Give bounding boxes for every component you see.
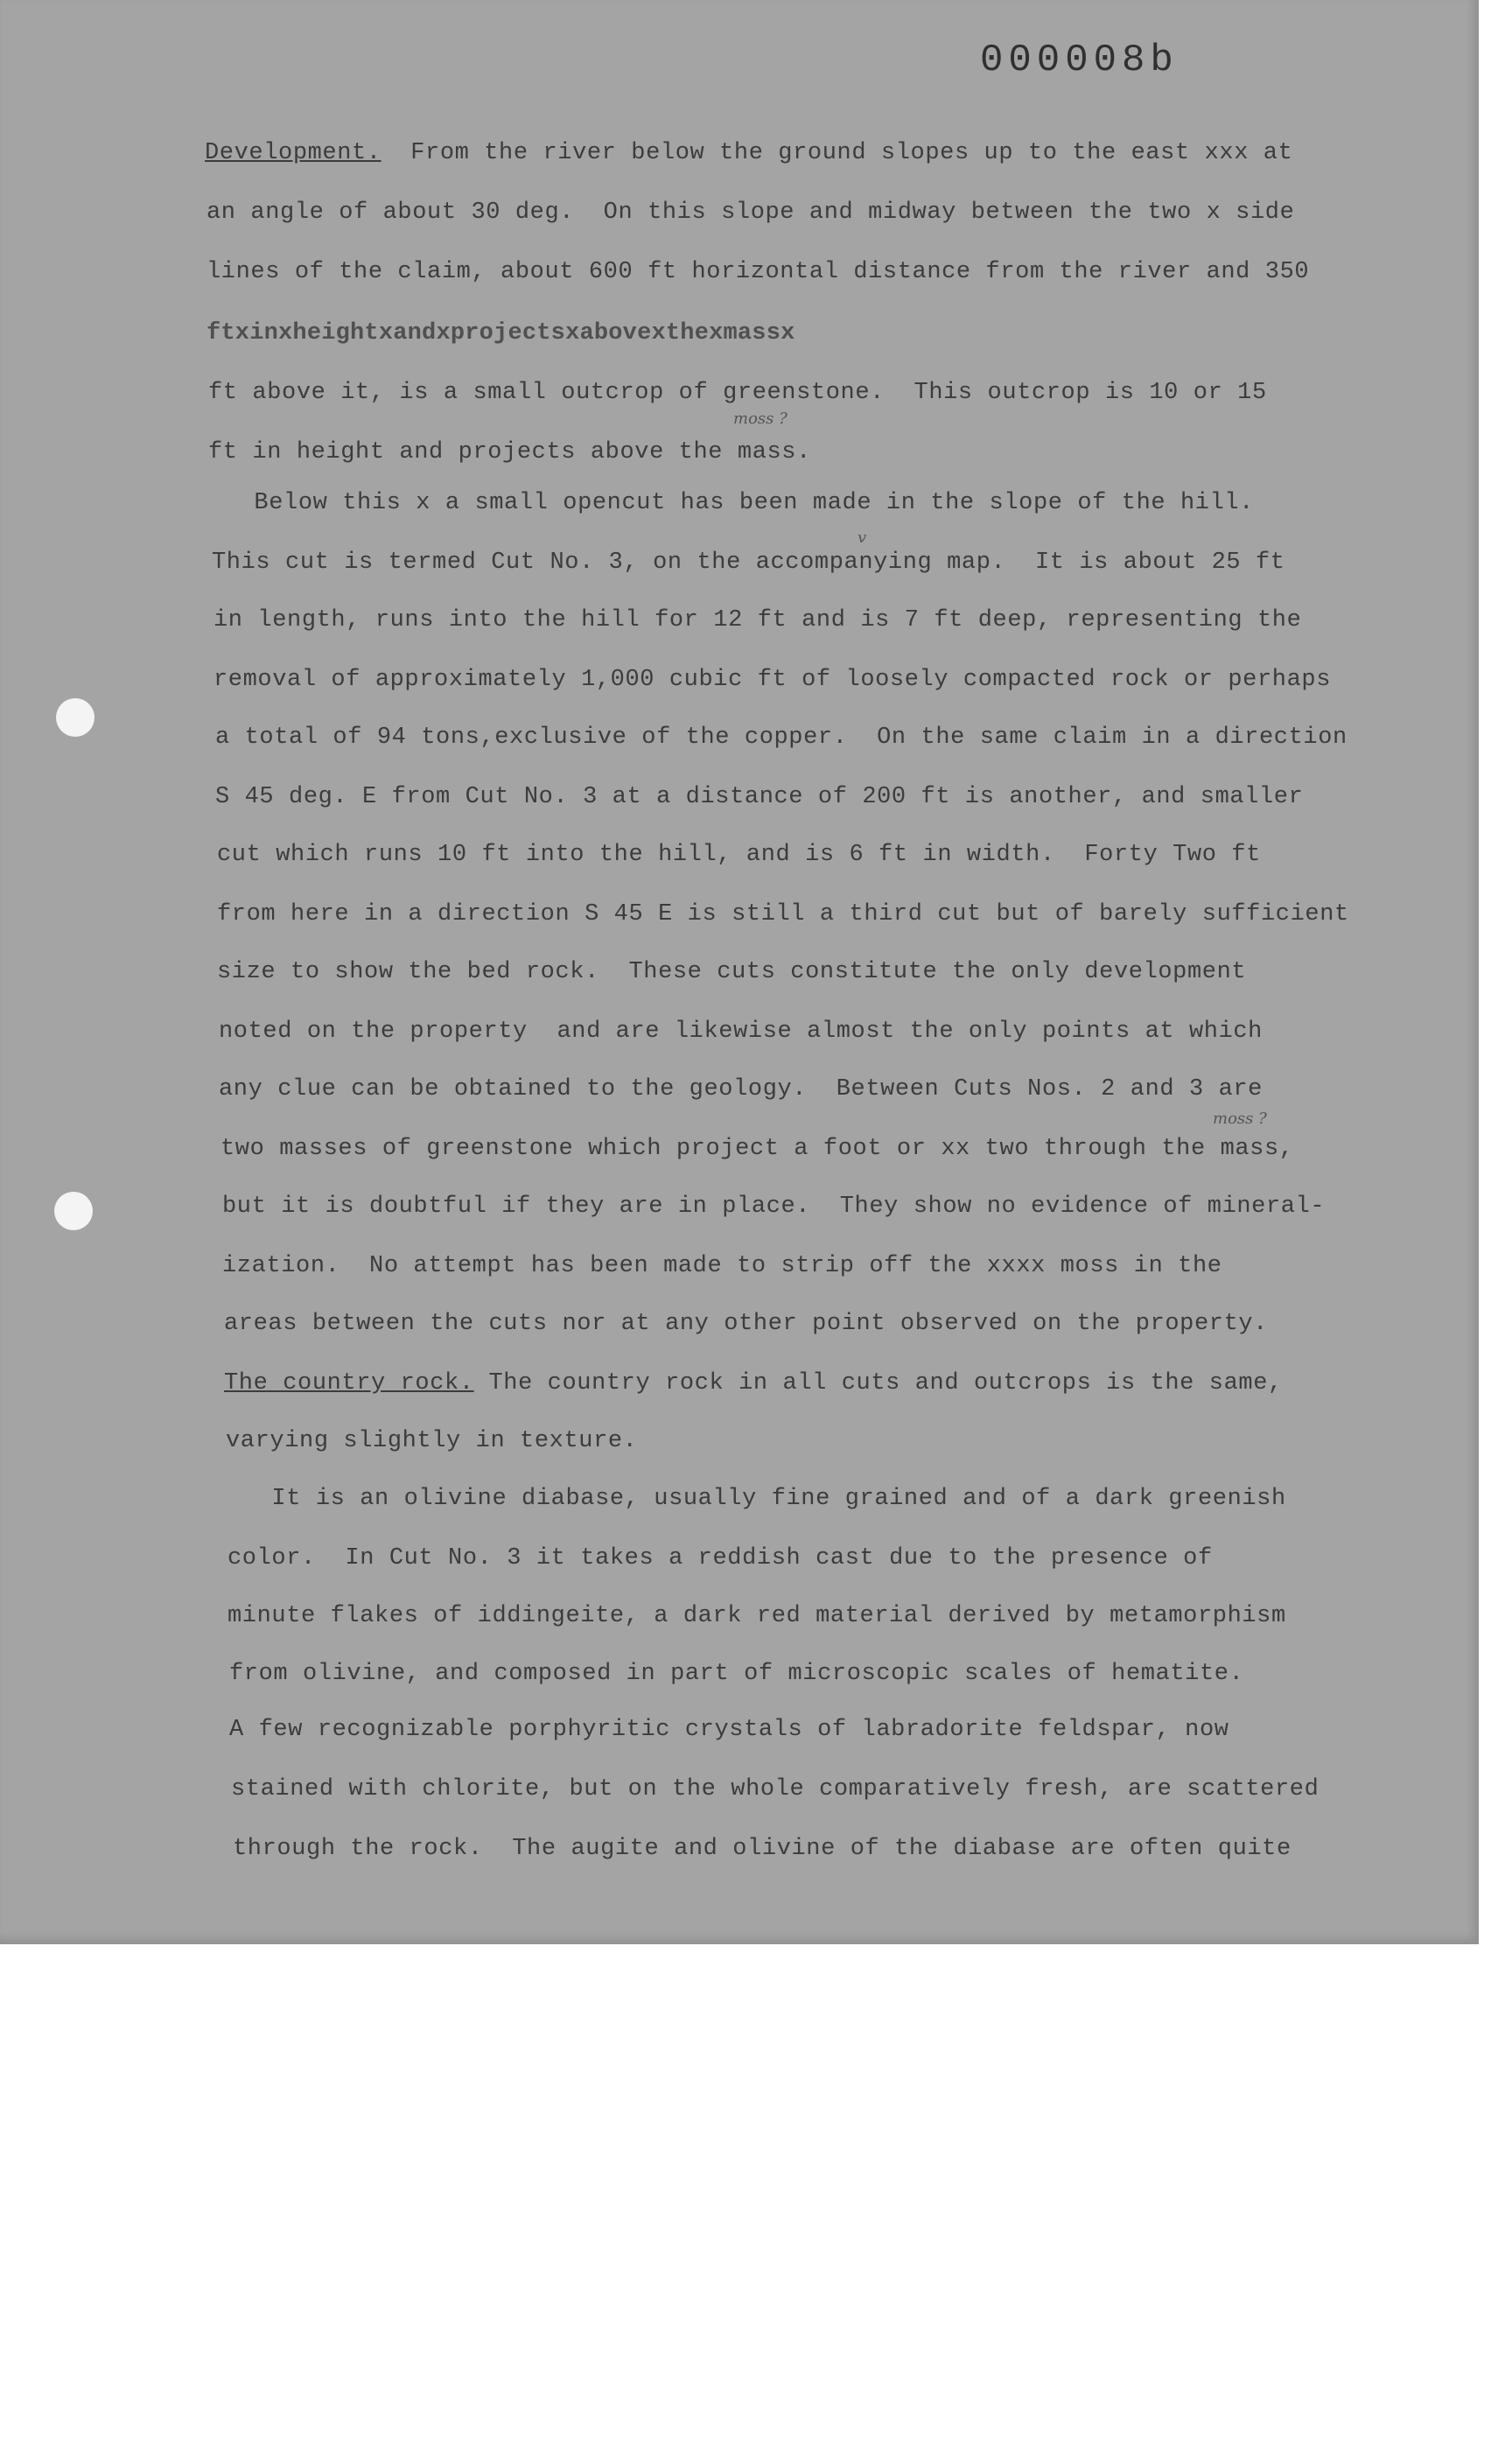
text-line: lines of the claim, about 600 ft horizontal distance from the river and 350 [206, 259, 1310, 285]
text-line: an angle of about 30 deg. On this slope and midway between the two x side [206, 200, 1295, 226]
struck-through-line: ftxinxheightxandxprojectsxabovexthexmassx [206, 320, 795, 346]
text-line: any clue can be obtained to the geology. Between Cuts Nos. 2 and 3 are [219, 1076, 1263, 1102]
handwritten-note: moss ? [1213, 1110, 1267, 1128]
text-line: areas between the cuts nor at any other point observed on the property. [224, 1311, 1268, 1337]
document-number: 000008b [980, 38, 1179, 82]
section-heading-development: Development. [205, 140, 382, 166]
text-line: color. In Cut No. 3 it takes a reddish cast due to the presence of [228, 1545, 1213, 1572]
text-line: from olivine, and composed in part of microscopic scales of hematite. [229, 1661, 1244, 1687]
text-line: A few recognizable porphyritic crystals of labradorite feldspar, now [229, 1717, 1229, 1743]
binder-hole-bottom [54, 1192, 93, 1230]
text-line: minute flakes of iddingeite, a dark red material derived by metamorphism [228, 1603, 1286, 1629]
text-line: varying slightly in texture. [226, 1428, 638, 1454]
handwritten-note: v [858, 528, 867, 547]
text-line: Development. From the river below the ground slopes up to the east xxx at [205, 140, 1293, 166]
text-line: ft above it, is a small outcrop of greenstone. This outcrop is 10 or 15 [208, 380, 1267, 406]
text-line: through the rock. The augite and olivine of the diabase are often quite [233, 1836, 1292, 1862]
text-line: in length, runs into the hill for 12 ft and is 7 ft deep, representing the [214, 607, 1302, 634]
text-line: size to show the bed rock. These cuts constitute the only development [217, 959, 1247, 985]
text-line: cut which runs 10 ft into the hill, and is 6 ft in width. Forty Two ft [217, 842, 1261, 868]
text-line: This cut is termed Cut No. 3, on the accompanying map. It is about 25 ft [212, 550, 1285, 576]
binder-hole-top [56, 698, 94, 737]
text-line: but it is doubtful if they are in place. They show no evidence of mineral- [222, 1194, 1326, 1220]
text-line: from here in a direction S 45 E is still a third cut but of barely sufficient [217, 901, 1349, 928]
text-line: two masses of greenstone which project a foot or xx two through the mass, [220, 1136, 1294, 1162]
text-line: It is an olivine diabase, usually fine grained and of a dark greenish [228, 1486, 1286, 1512]
text-line: ft in height and projects above the mass. [208, 439, 811, 466]
text-line: a total of 94 tons,exclusive of the copper. On the same claim in a direction [215, 724, 1348, 751]
text-line: Below this x a small opencut has been made in the slope of the hill. [210, 490, 1254, 516]
text-line: removal of approximately 1,000 cubic ft of loosely compacted rock or perhaps [214, 667, 1331, 693]
text-line: S 45 deg. E from Cut No. 3 at a distance of 200 ft is another, and smaller [215, 784, 1304, 810]
text-line: ization. No attempt has been made to strip off the xxxx moss in the [222, 1253, 1222, 1279]
text-line: stained with chlorite, but on the whole comparatively fresh, are scattered [231, 1776, 1320, 1802]
text-line: noted on the property and are likewise almost the only points at which [219, 1018, 1263, 1045]
text-line: The country rock. The country rock in all cuts and outcrops is the same, [224, 1370, 1283, 1396]
handwritten-note: moss ? [733, 410, 788, 428]
section-heading-country-rock: The country rock. [224, 1370, 474, 1396]
